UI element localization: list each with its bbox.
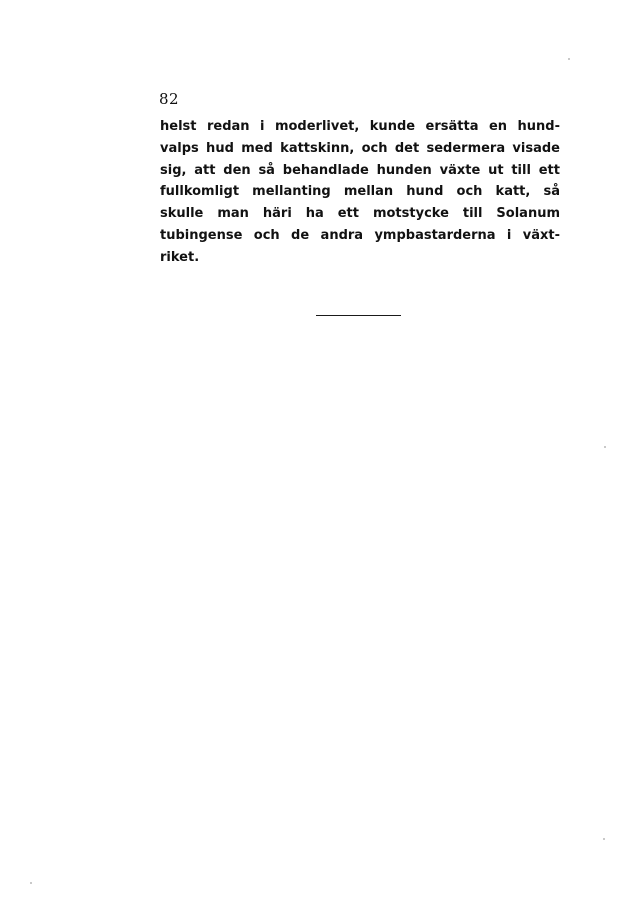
scan-speck	[30, 882, 32, 884]
text-line: tubingense och de andra ympbastarderna i växt-	[160, 227, 560, 243]
text-line: valps hud med kattskinn, och det sedermera visade	[160, 140, 560, 156]
scan-speck	[604, 446, 606, 448]
text-line: fullkomligt mellanting mellan hund och katt, så	[160, 184, 560, 200]
text-line: riket.	[160, 249, 200, 265]
body-paragraph	[160, 116, 560, 269]
text-line: helst redan i moderlivet, kunde ersätta en hund-	[160, 119, 560, 134]
text-line: sig, att den så behandlade hunden växte ut till ett	[160, 162, 560, 178]
scan-speck	[568, 58, 570, 60]
scan-speck	[603, 838, 605, 840]
section-divider	[316, 315, 401, 316]
text-line: skulle man häri ha ett motstycke till Solanum	[160, 206, 560, 222]
page-number: 82	[159, 90, 180, 108]
